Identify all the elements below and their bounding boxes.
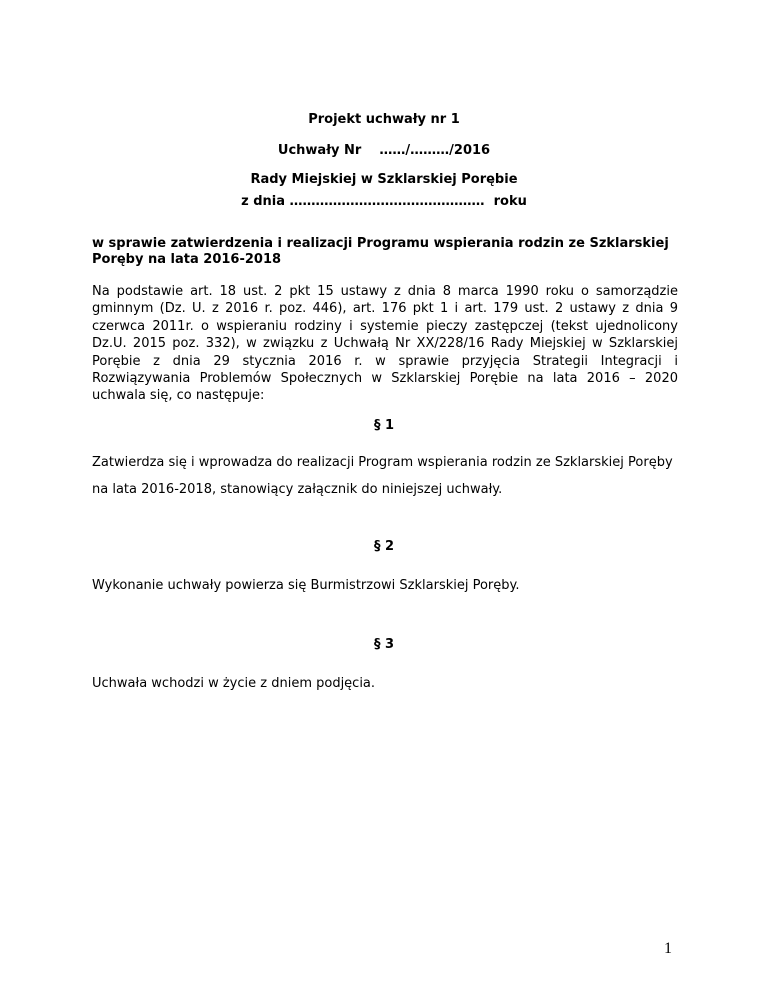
section-2-text: Wykonanie uchwały powierza się Burmistrzowi Szklarskiej Poręby. (92, 578, 520, 593)
resolution-number: Uchwały Nr ……/………/2016 (277, 143, 491, 158)
date-line: z dnia ……………………………………… roku (241, 194, 527, 209)
section-1-symbol: § 1 (373, 418, 395, 433)
section-3-symbol: § 3 (373, 637, 395, 652)
section-3-text: Uchwała wchodzi w życie z dniem podjęcia. (92, 676, 376, 691)
legal-basis-preamble: Na podstawie art. 18 ust. 2 pkt 15 ustawy z dnia 8 marca 1990 roku o samorządzie gminnym (Dz. U. z 2016 r. poz. 446), art. 176 pkt 1 i art. 179 ust. 2 ustawy z dnia 9 czerwca 2011r. o wspieraniu rodziny i systemie pieczy zastępczej (tekst ujednolicony Dz.U. 2015 poz. 332), w związku z Uchwałą Nr XX/228/16 Rady Miejskiej w Szklarskiej Porębie z dnia 29 stycznia 2016 r. w sprawie przyjęcia Strategii Integracji i Rozwiązywania Problemów Społecznych w Szklarskiej Porębie na lata 2016 – 2020 uchwala się, co następuje: (92, 284, 678, 404)
section-1-text: Zatwierdza się i wprowadza do realizacji Program wspierania rodzin ze Szklarskiej Poręby na lata 2016-2018, stanowiący załącznik do niniejszej uchwały. (92, 455, 673, 497)
resolution-subject: w sprawie zatwierdzenia i realizacji Programu wspierania rodzin ze Szklarskiej Poręby na lata 2016-2018 (92, 236, 669, 267)
page-number: 1 (664, 940, 672, 957)
project-title: Projekt uchwały nr 1 (308, 112, 460, 127)
section-2-symbol: § 2 (373, 539, 395, 554)
council-name: Rady Miejskiej w Szklarskiej Porębie (250, 172, 518, 187)
